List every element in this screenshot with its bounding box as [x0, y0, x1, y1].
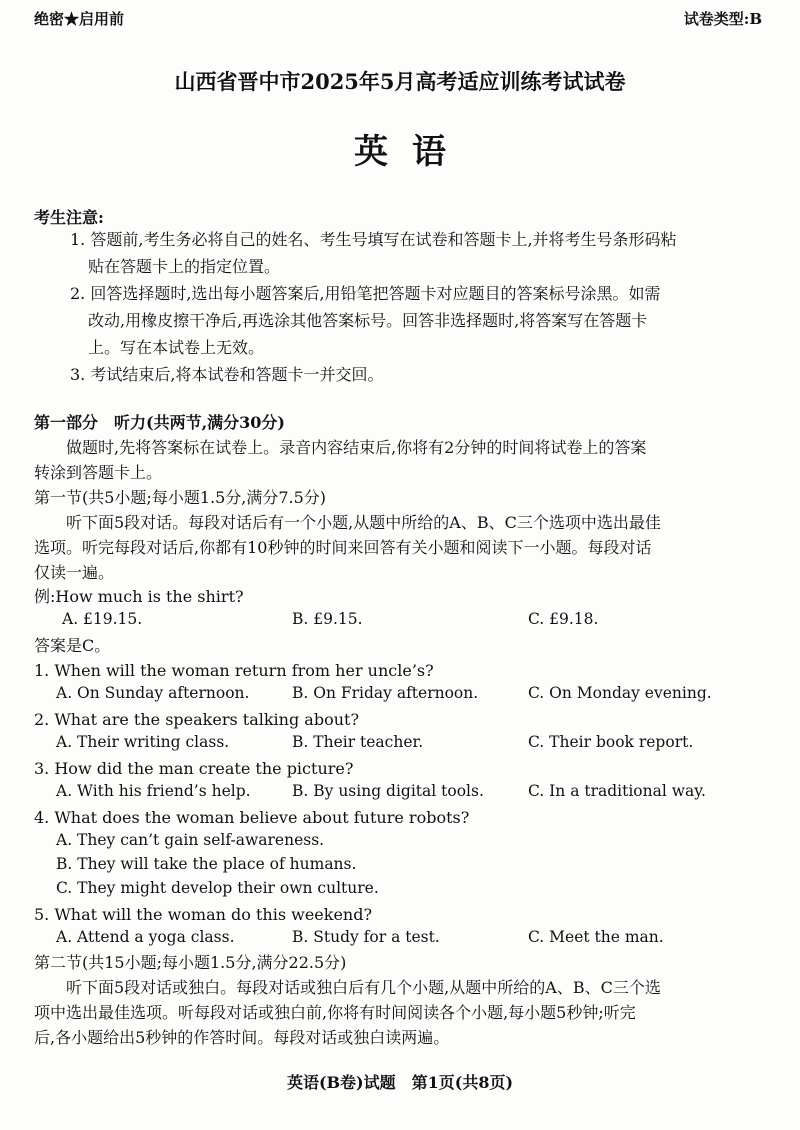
- section1-intro-line-2: 选项。听完每段对话后,你都有10秒钟的时间来回答有关小题和阅读下一小题。每段对话: [34, 538, 652, 557]
- notice-heading: 考生注意:: [34, 208, 104, 227]
- question-1: 1. When will the woman return from her uncle’s?: [34, 661, 434, 680]
- question-5: 5. What will the woman do this weekend?: [34, 905, 373, 924]
- confidential-label: 绝密★启用前: [34, 10, 125, 28]
- q4-option-b: B. They will take the place of humans.: [56, 855, 357, 873]
- section2-intro-line-3: 后,各小题给出5秒钟的作答时间。每段对话或独白读两遍。: [34, 1028, 450, 1047]
- section2-intro-line-2: 项中选出最佳选项。听每段对话或独白前,你将有时间阅读各个小题,每小题5秒钟;听完: [34, 1003, 636, 1022]
- q3-option-c: C. In a traditional way.: [528, 782, 706, 800]
- section1-intro-line-1: 听下面5段对话。每段对话后有一个小题,从题中所给的A、B、C三个选项中选出最佳: [66, 513, 661, 532]
- question-2: 2. What are the speakers talking about?: [34, 710, 360, 729]
- section1-heading: 第一节(共5小题;每小题1.5分,满分7.5分): [34, 488, 327, 507]
- notice-item-3-line-1: 3. 考试结束后,将本试卷和答题卡一并交回。: [70, 365, 384, 384]
- section2-intro-line-1: 听下面5段对话或独白。每段对话或独白后有几个小题,从题中所给的A、B、C三个选: [66, 978, 661, 997]
- q2-option-b: B. Their teacher.: [292, 733, 424, 751]
- part1-intro-line-1: 做题时,先将答案标在试卷上。录音内容结束后,你将有2分钟的时间将试卷上的答案: [66, 438, 647, 457]
- part1-intro-line-2: 转涂到答题卡上。: [34, 463, 163, 482]
- q3-option-a: A. With his friend’s help.: [56, 782, 251, 800]
- q2-option-a: A. Their writing class.: [56, 733, 230, 751]
- section2-heading: 第二节(共15小题;每小题1.5分,满分22.5分): [34, 953, 347, 972]
- q4-option-c: C. They might develop their own culture.: [56, 879, 379, 897]
- exam-title: 山西省晋中市2025年5月高考适应训练考试试卷: [174, 69, 626, 94]
- part1-heading: 第一部分 听力(共两节,满分30分): [34, 413, 285, 432]
- notice-item-2-line-3: 上。写在本试卷上无效。: [88, 338, 265, 357]
- notice-item-2-line-2: 改动,用橡皮擦干净后,再选涂其他答案标号。回答非选择题时,将答案写在答题卡: [88, 311, 648, 330]
- example-option-a: A. £19.15.: [62, 610, 143, 628]
- question-4: 4. What does the woman believe about future robots?: [34, 808, 470, 827]
- q2-option-c: C. Their book report.: [528, 733, 694, 751]
- section1-intro-line-3: 仅读一遍。: [34, 563, 115, 582]
- q3-option-b: B. By using digital tools.: [292, 782, 484, 800]
- q5-option-b: B. Study for a test.: [292, 928, 440, 946]
- q4-option-a: A. They can’t gain self-awareness.: [56, 831, 325, 849]
- q1-option-c: C. On Monday evening.: [528, 684, 712, 702]
- example-answer: 答案是C。: [34, 636, 111, 655]
- q1-option-a: A. On Sunday afternoon.: [56, 684, 250, 702]
- notice-item-2-line-1: 2. 回答选择题时,选出每小题答案后,用铅笔把答题卡对应题目的答案标号涂黑。如需: [70, 284, 661, 303]
- example-option-b: B. £9.15.: [292, 610, 363, 628]
- page-footer: 英语(B卷)试题 第1页(共8页): [286, 1073, 514, 1092]
- q5-option-c: C. Meet the man.: [528, 928, 664, 946]
- example-option-c: C. £9.18.: [528, 610, 599, 628]
- example-question: 例:How much is the shirt?: [34, 587, 244, 606]
- notice-item-1-line-2: 贴在答题卡上的指定位置。: [88, 257, 281, 276]
- q1-option-b: B. On Friday afternoon.: [292, 684, 479, 702]
- q5-option-a: A. Attend a yoga class.: [56, 928, 235, 946]
- question-3: 3. How did the man create the picture?: [34, 759, 354, 778]
- subject-title: 英语: [354, 132, 470, 172]
- notice-item-1-line-1: 1. 答题前,考生务必将自己的姓名、考生号填写在试卷和答题卡上,并将考生号条形码粘: [70, 230, 677, 249]
- paper-type-label: 试卷类型:B: [683, 10, 762, 28]
